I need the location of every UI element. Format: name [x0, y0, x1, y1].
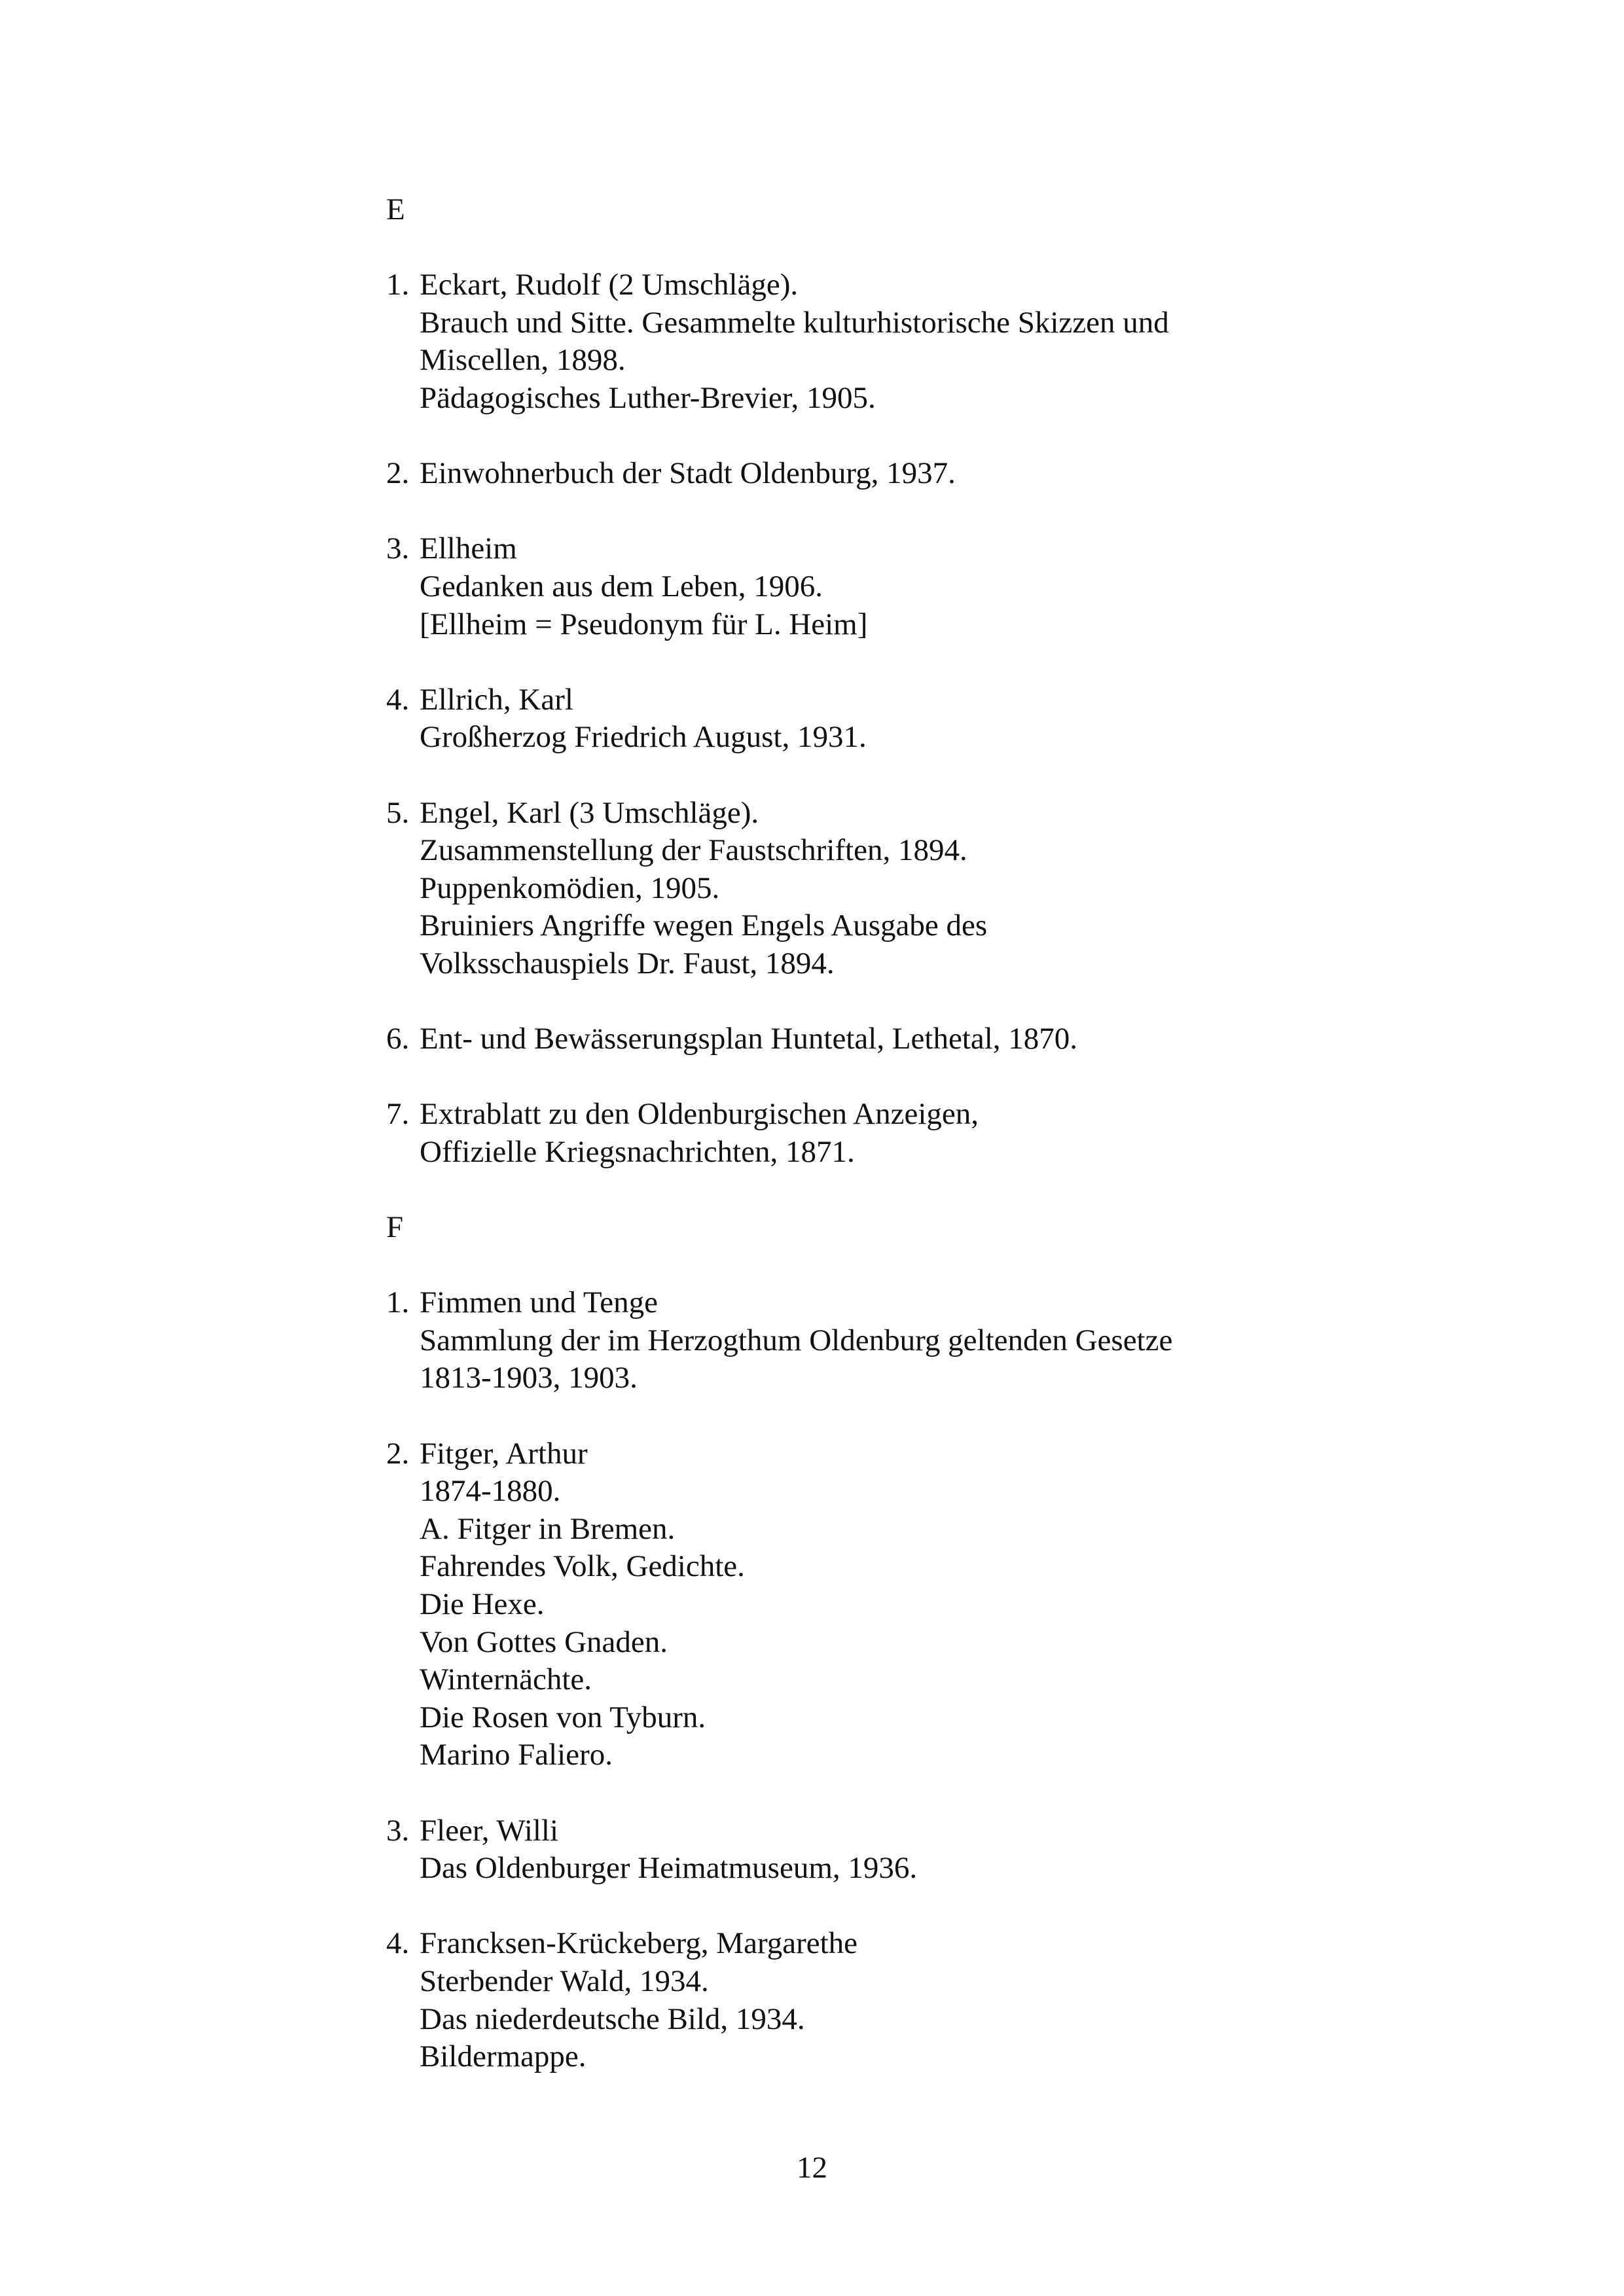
entry-line: Sammlung der im Herzogthum Oldenburg geltenden Gesetze	[420, 1323, 1173, 1357]
entry-line: Pädagogisches Luther-Brevier, 1905.	[420, 380, 876, 415]
entry-line: Volksschauspiels Dr. Faust, 1894.	[420, 946, 835, 980]
entry-e-7	[386, 1096, 1368, 1171]
entry-line: Großherzog Friedrich August, 1931.	[420, 720, 867, 755]
entry-number: 7.	[386, 1097, 410, 1132]
entry-number: 1.	[386, 1285, 410, 1320]
entry-title: Fleer, Willi	[420, 1813, 559, 1848]
entry-line: Bruiniers Angriffe wegen Engels Ausgabe des	[420, 908, 988, 943]
entry-e-1	[386, 266, 1368, 417]
entry-title: Ent- und Bewässerungsplan Huntetal, Lethetal, 1870.	[420, 1022, 1078, 1056]
entry-line: Offizielle Kriegsnachrichten, 1871.	[420, 1134, 855, 1169]
entry-title: Ellheim	[420, 531, 517, 566]
entry-line: Die Rosen von Tyburn.	[420, 1700, 706, 1734]
entry-line: Brauch und Sitte. Gesammelte kulturhistorische Skizzen und	[420, 305, 1169, 340]
entry-line: Fahrendes Volk, Gedichte.	[420, 1549, 745, 1584]
entry-line: [Ellheim = Pseudonym für L. Heim]	[420, 607, 868, 641]
entry-title: Einwohnerbuch der Stadt Oldenburg, 1937.	[420, 456, 956, 491]
entry-line: 1874-1880.	[420, 1474, 561, 1509]
entry-e-4	[386, 681, 1368, 757]
entry-number: 4.	[386, 1926, 410, 1961]
entry-title: Eckart, Rudolf (2 Umschläge).	[420, 268, 799, 302]
entry-number: 6.	[386, 1022, 410, 1056]
entry-title: Fimmen und Tenge	[420, 1285, 658, 1320]
entry-line: Die Hexe.	[420, 1587, 545, 1621]
section-heading-e: E	[386, 192, 405, 226]
entry-line: Gedanken aus dem Leben, 1906.	[420, 569, 823, 603]
page-number: 12	[797, 2151, 827, 2185]
entry-number: 2.	[386, 456, 410, 491]
entry-line: Das Oldenburger Heimatmuseum, 1936.	[420, 1851, 918, 1886]
entry-e-2	[386, 455, 1368, 493]
entry-line: Miscellen, 1898.	[420, 343, 626, 378]
entry-e-3	[386, 530, 1368, 643]
entry-number: 4.	[386, 682, 410, 717]
entry-number: 3.	[386, 1813, 410, 1848]
entry-title: Ellrich, Karl	[420, 682, 573, 717]
entry-line: Marino Faliero.	[420, 1738, 613, 1772]
entry-line: Winternächte.	[420, 1662, 592, 1697]
entry-line: A. Fitger in Bremen.	[420, 1511, 676, 1546]
entry-f-3	[386, 1812, 1368, 1888]
entry-e-5	[386, 795, 1368, 983]
document-content	[386, 191, 1368, 2113]
entry-title: Francksen-Krückeberg, Margarethe	[420, 1926, 858, 1961]
entry-e-6	[386, 1020, 1368, 1058]
entry-title: Fitger, Arthur	[420, 1436, 588, 1471]
entry-number: 1.	[386, 268, 410, 302]
section-heading-f: F	[386, 1210, 404, 1245]
entry-line: Das niederdeutsche Bild, 1934.	[420, 2001, 805, 2036]
entry-title: Extrablatt zu den Oldenburgischen Anzeigen,	[420, 1097, 979, 1132]
entry-f-1	[386, 1284, 1368, 1397]
entry-f-2	[386, 1435, 1368, 1774]
entry-line: Bildermappe.	[420, 2039, 586, 2074]
entry-line: Puppenkomödien, 1905.	[420, 870, 720, 905]
entry-line: Von Gottes Gnaden.	[420, 1624, 668, 1659]
entry-number: 3.	[386, 531, 410, 566]
entry-line: 1813-1903, 1903.	[420, 1361, 638, 1395]
entry-f-4	[386, 1925, 1368, 2075]
entry-line: Sterbender Wald, 1934.	[420, 1964, 709, 1998]
entry-number: 2.	[386, 1436, 410, 1471]
entry-title: Engel, Karl (3 Umschläge).	[420, 795, 759, 830]
entry-number: 5.	[386, 795, 410, 830]
entry-line: Zusammenstellung der Faustschriften, 1894.	[420, 833, 967, 868]
